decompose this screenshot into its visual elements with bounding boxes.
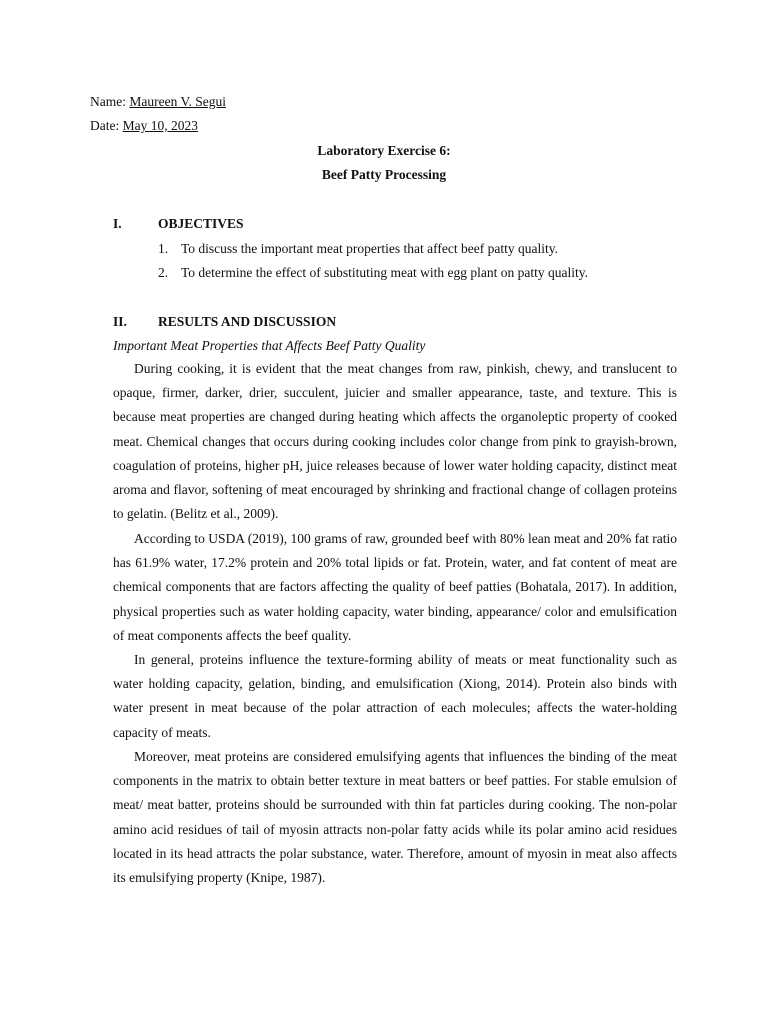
paragraph-1: During cooking, it is evident that the meat changes from raw, pinkish, chewy, and translucent to opaque, firmer, darker, drier, succulent, juicier and smaller appearance, taste, and texture. This is because meat properties are changed during heating which affects the organoleptic property of cooked meat. Chemical changes that occurs during cooking includes color change from pink to grayish-brown, coagulation of proteins, higher pH, juice releases because of lower water holding capacity, distinct meat aroma and flavor, softening of meat encouraged by shrinking and fractional change of collagen proteins to gelatin. (Belitz et al., 2009). xyxy=(113,361,677,522)
paragraph-4: Moreover, meat proteins are considered emulsifying agents that influences the binding of the meat components in the matrix to obtain better texture in meat batters or beef patties. For stable emulsion of meat/ meat batter, proteins should be surrounded with thin fat particles during cooking. The non-polar amino acid residues of tail of myosin attracts non-polar fatty acids while its polar amino acid residues located in its head attracts the polar substance, water. Therefore, amount of myosin in meat also affects its emulsifying property (Knipe, 1987). xyxy=(113,749,677,886)
results-subheading: Important Meat Properties that Affects Beef Patty Quality xyxy=(113,338,426,353)
name-value: Maureen V. Segui xyxy=(129,94,226,109)
paragraph-2: According to USDA (2019), 100 grams of raw, grounded beef with 80% lean meat and 20% fat ratio has 61.9% water, 17.2% protein and 20% total lipids or fat. Protein, water, and fat content of meat are chemical components that are factors affecting the quality of beef patties (Bohatala, 2017). In addition, physical properties such as water holding capacity, water binding, appearance/ color and emulsification of meat components affects the beef quality. xyxy=(113,531,677,643)
results-number: II. xyxy=(113,314,127,329)
document-title-line2: Beef Patty Processing xyxy=(321,167,447,182)
objectives-heading: OBJECTIVES xyxy=(158,216,244,231)
objective-1-number: 1. xyxy=(158,241,169,256)
name-line xyxy=(90,94,226,110)
objective-2-text: To determine the effect of substituting meat with egg plant on patty quality. xyxy=(181,265,588,280)
name-label: Name: xyxy=(90,94,130,109)
date-label: Date: xyxy=(90,118,123,133)
document-title-line1: Laboratory Exercise 6: xyxy=(317,143,451,158)
objective-2-number: 2. xyxy=(158,265,169,280)
objectives-number: I. xyxy=(113,216,122,231)
objective-1-text: To discuss the important meat properties that affect beef patty quality. xyxy=(181,241,558,256)
paragraph-3: In general, proteins influence the texture-forming ability of meats or meat functionality such as water holding capacity, gelation, binding, and emulsification (Xiong, 2014). Protein also binds with water present in meat because of the polar attraction of each molecules; affects the water-holding capacity of meats. xyxy=(113,652,677,740)
results-heading: RESULTS AND DISCUSSION xyxy=(158,314,337,329)
date-line xyxy=(90,118,198,134)
date-value: May 10, 2023 xyxy=(122,118,198,133)
